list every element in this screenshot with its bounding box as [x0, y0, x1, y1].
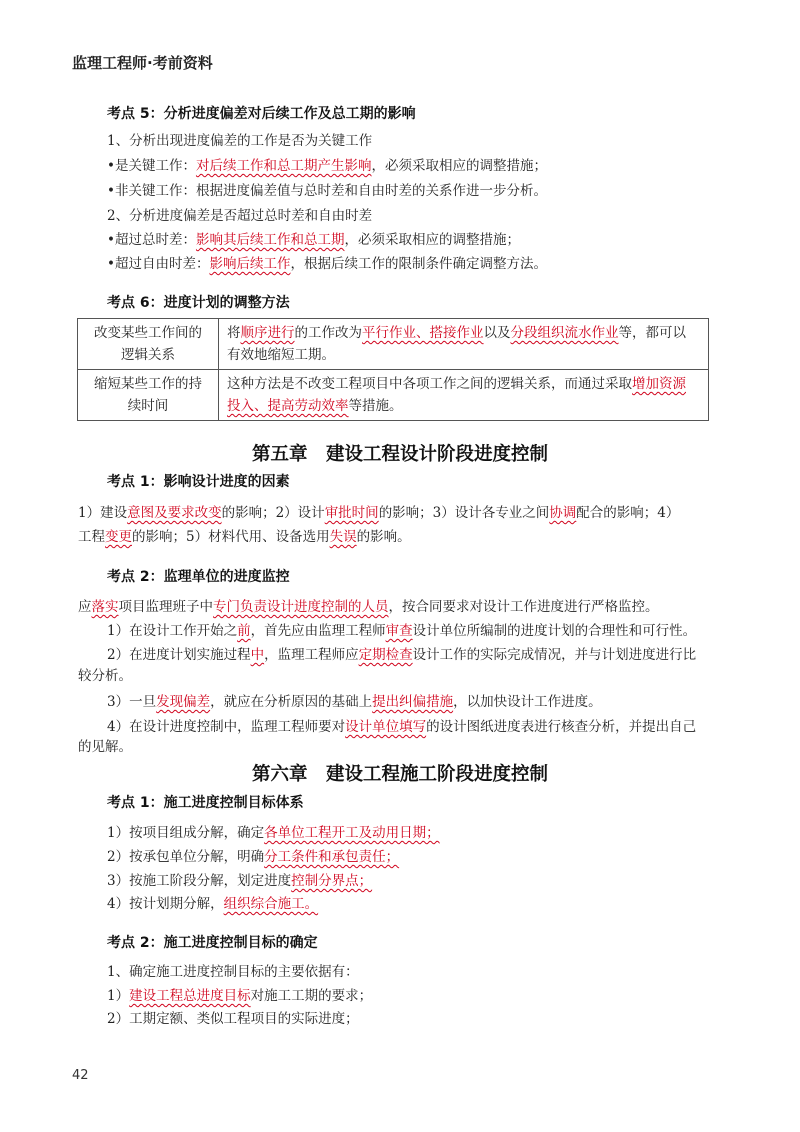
ch5-kp2-line3: 2）在进度计划实施过程中，监理工程师应定期检查设计工作的实际完成情况，并与计划进度进行比 [107, 647, 697, 663]
kp5-line5: •超过总时差：影响其后续工作和总工期，必须采取相应的调整措施； [107, 232, 520, 248]
ch6-kp1-item2: 2）按承包单位分解，明确分工条件和承包责任； [107, 849, 400, 865]
ch6-kp1-heading: 考点 1：施工进度控制目标体系 [107, 795, 304, 811]
kp5-line2: •是关键工作：对后续工作和总工期产生影响，必须采取相应的调整措施； [107, 158, 547, 174]
ch6-kp2-line2: 1）建设工程总进度目标对施工工期的要求； [107, 988, 373, 1004]
table-row [78, 370, 709, 421]
ch5-kp1-line1: 1）建设意图及要求改变的影响；2）设计审批时间的影响；3）设计各专业之间协调配合的影响；4） [78, 505, 680, 521]
page-header: 监理工程师·考前资料 [72, 54, 213, 72]
ch6-kp1-item1: 1）按项目组成分解，确定各单位工程开工及动用日期； [107, 825, 440, 841]
ch6-kp2-line1: 1、确定施工进度控制目标的主要依据有： [107, 964, 359, 980]
ch5-kp2-line1: 应落实项目监理班子中专门负责设计进度控制的人员，按合同要求对设计工作进度进行严格监控。 [78, 599, 659, 615]
ch6-kp1-item3: 3）按施工阶段分解，划定进度控制分界点； [107, 873, 373, 889]
table-value-cell: 将顺序进行的工作改为平行作业、搭接作业以及分段组织流水作业等，都可以 有效地缩短工期。 [219, 319, 709, 370]
kp6-heading: 考点 6：进度计划的调整方法 [107, 295, 290, 311]
ch5-kp2-line2: 1）在设计工作开始之前，首先应由监理工程师审查设计单位所编制的进度计划的合理性和可行性。 [107, 623, 697, 639]
kp5-heading: 考点 5：分析进度偏差对后续工作及总工期的影响 [107, 106, 416, 122]
ch5-kp2-heading: 考点 2：监理单位的进度监控 [107, 569, 290, 585]
kp5-line1: 1、分析出现进度偏差的工作是否为关键工作 [107, 133, 373, 149]
page-number: 42 [72, 1068, 89, 1083]
ch6-kp2-heading: 考点 2：施工进度控制目标的确定 [107, 935, 318, 951]
ch5-kp1-line2: 工程变更的影响；5）材料代用、设备选用失误的影响。 [78, 529, 411, 545]
table-key-cell: 改变某些工作间的 逻辑关系 [78, 319, 219, 370]
table-key-cell: 缩短某些工作的持 续时间 [78, 370, 219, 421]
ch6-kp2-line3: 2）工期定额、类似工程项目的实际进度； [107, 1011, 359, 1027]
table-row [78, 319, 709, 370]
ch6-kp1-item4: 4）按计划期分解，组织综合施工。 [107, 896, 319, 912]
ch5-kp2-line5: 4）在设计进度控制中，监理工程师要对设计单位填写的设计图纸进度表进行核查分析，并提出自己 [107, 719, 697, 735]
ch5-kp1-heading: 考点 1：影响设计进度的因素 [107, 474, 290, 490]
table-value-cell: 这种方法是不改变工程项目中各项工作之间的逻辑关系，而通过采取增加资源 投入、提高劳动效率等措施。 [219, 370, 709, 421]
adjustment-table [77, 318, 709, 421]
chapter5-title: 第五章 建设工程设计阶段进度控制 [251, 444, 548, 465]
kp5-line3: •非关键工作：根据进度偏差值与总时差和自由时差的关系作进一步分析。 [107, 183, 547, 199]
ch5-kp2-line4: 3）一旦发现偏差，就应在分析原因的基础上提出纠偏措施，以加快设计工作进度。 [107, 694, 602, 710]
ch5-kp2-line3-cont: 较分析。 [78, 668, 132, 684]
ch5-kp2-line5-cont: 的见解。 [78, 739, 132, 755]
kp5-line4: 2、分析进度偏差是否超过总时差和自由时差 [107, 208, 373, 224]
chapter6-title: 第六章 建设工程施工阶段进度控制 [251, 764, 548, 785]
kp5-line6: •超过自由时差：影响后续工作，根据后续工作的限制条件确定调整方法。 [107, 256, 547, 272]
